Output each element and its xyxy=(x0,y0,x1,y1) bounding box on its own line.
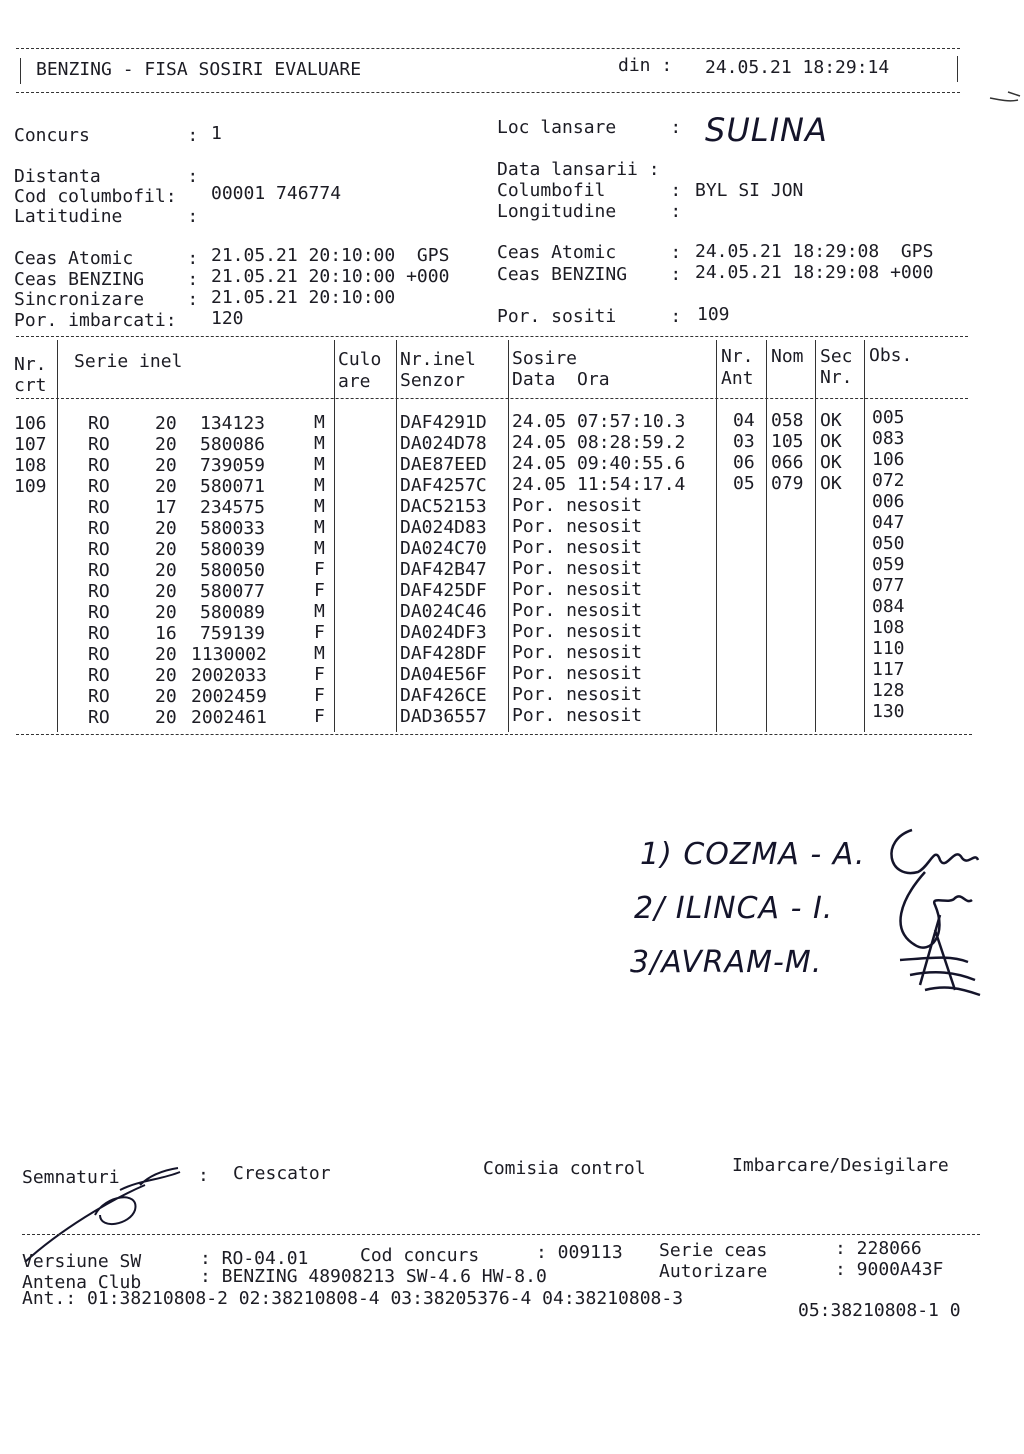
cell-nr: 108 xyxy=(14,455,47,476)
antene-list: Ant.: 01:38210808-2 02:38210808-4 03:38205376-4 04:38210808-3 xyxy=(22,1288,684,1309)
cell-sex: M xyxy=(314,454,325,475)
header-data-ora: Data Ora xyxy=(512,369,610,390)
cod-columbofil-label: Cod columbofil: xyxy=(14,186,177,207)
header-crt: crt xyxy=(14,375,47,396)
cell-sec: OK xyxy=(820,410,842,431)
cell-senzor: DAF428DF xyxy=(400,643,487,664)
cell-senzor: DAE87EED xyxy=(400,454,487,475)
cell-sex: F xyxy=(314,664,325,685)
cell-ant: 03 xyxy=(733,431,755,452)
data-lansarii-label: Data lansarii : xyxy=(497,159,660,180)
cell-inel: 580089 xyxy=(200,602,266,623)
cell-sec: OK xyxy=(820,452,842,473)
header-nom: Nom xyxy=(771,346,804,367)
cell-senzor: DA024C70 xyxy=(400,538,487,559)
cell-inel: 2002033 xyxy=(191,665,267,686)
cell-obs: 106 xyxy=(872,449,905,470)
cell-an: 20 xyxy=(155,560,177,581)
cell-nom: 058 xyxy=(771,410,804,431)
cell-sex: F xyxy=(314,706,325,727)
cell-an: 20 xyxy=(155,644,177,665)
header-nr-ant: Nr. xyxy=(721,346,754,367)
signature-1 xyxy=(891,830,978,873)
cell-inel: 580050 xyxy=(200,560,266,581)
cod-concurs-label: Cod concurs xyxy=(360,1245,480,1266)
cell-inel: 2002459 xyxy=(191,686,267,707)
ceas-benzing-start-label: Ceas BENZING : xyxy=(14,269,199,290)
longitudine-label: Longitudine : xyxy=(497,201,682,222)
cell-senzor: DAF4291D xyxy=(400,412,487,433)
cell-obs: 005 xyxy=(872,407,905,428)
cell-sex: M xyxy=(314,643,325,664)
imbarcati-value: 120 xyxy=(211,308,244,329)
cell-sex: F xyxy=(314,622,325,643)
cell-sosire: Por. nesosit xyxy=(512,684,643,705)
footer-divider xyxy=(22,1234,980,1235)
ceas-atomic-start-label: Ceas Atomic : xyxy=(14,248,199,269)
ceas-benzing-end-value: 24.05.21 18:29:08 +000 xyxy=(695,262,934,283)
cell-tara: RO xyxy=(88,497,110,518)
antena-value: : BENZING 48908213 SW-4.6 HW-8.0 xyxy=(200,1266,547,1287)
header-sec-nr: Nr. xyxy=(820,367,853,388)
header-sec: Sec xyxy=(820,346,853,367)
cell-an: 20 xyxy=(155,602,177,623)
cod-concurs-value: : 009113 xyxy=(536,1242,623,1263)
header-obs: Obs. xyxy=(869,345,913,366)
cell-tara: RO xyxy=(88,455,110,476)
cell-obs: 110 xyxy=(872,638,905,659)
cell-sex: F xyxy=(314,685,325,706)
antene-list-2: 05:38210808-1 0 xyxy=(798,1300,961,1321)
semnaturi-colon: : xyxy=(198,1165,209,1186)
versiune-label: Versiune SW xyxy=(22,1251,142,1272)
cell-tara: RO xyxy=(88,518,110,539)
cell-sosire: 24.05 08:28:59.2 xyxy=(512,432,686,453)
versiune-value: : RO-04.01 xyxy=(200,1248,309,1269)
cell-sosire: 24.05 07:57:10.3 xyxy=(512,411,686,432)
imbarcare-label: Imbarcare/Desigilare xyxy=(732,1155,949,1176)
columbofil-label: Columbofil : xyxy=(497,180,682,201)
header-nr: Nr. xyxy=(14,354,47,375)
sositi-value: 109 xyxy=(697,304,730,325)
ceas-atomic-start-value: 21.05.21 20:10:00 GPS xyxy=(211,245,450,266)
cell-tara: RO xyxy=(88,644,110,665)
cell-obs: 047 xyxy=(872,512,905,533)
header-serie-inel: Serie inel xyxy=(74,351,183,372)
cell-nom: 066 xyxy=(771,452,804,473)
cell-nom: 105 xyxy=(771,431,804,452)
serie-ceas-value: : 228066 xyxy=(835,1238,922,1259)
cell-ant: 05 xyxy=(733,473,755,494)
cell-obs: 059 xyxy=(872,554,905,575)
handwritten-name-2: 2/ ILINCA - I. xyxy=(634,891,834,926)
cell-sex: M xyxy=(314,496,325,517)
concurs-value: 1 xyxy=(211,123,222,144)
cell-inel: 134123 xyxy=(200,413,266,434)
cell-sosire: Por. nesosit xyxy=(512,642,643,663)
cell-inel: 580077 xyxy=(200,581,266,602)
serie-ceas-label: Serie ceas xyxy=(659,1240,768,1261)
cell-sex: M xyxy=(314,412,325,433)
report-date-label: din : xyxy=(618,55,673,76)
cell-obs: 108 xyxy=(872,617,905,638)
cell-sosire: Por. nesosit xyxy=(512,495,643,516)
cell-senzor: DA04E56F xyxy=(400,664,487,685)
cell-tara: RO xyxy=(88,602,110,623)
cell-nr: 106 xyxy=(14,413,47,434)
cell-inel: 2002461 xyxy=(191,707,267,728)
imbarcati-label: Por. imbarcati: xyxy=(14,310,177,331)
distanta-label: Distanta : xyxy=(14,166,199,187)
cell-senzor: DAF426CE xyxy=(400,685,487,706)
cell-senzor: DA024D83 xyxy=(400,517,487,538)
cell-an: 20 xyxy=(155,686,177,707)
autorizare-value: : 9000A43F xyxy=(835,1259,944,1280)
cell-sex: F xyxy=(314,559,325,580)
header-culoare-2: are xyxy=(338,371,371,392)
cell-sex: M xyxy=(314,538,325,559)
cell-sec: OK xyxy=(820,431,842,452)
header-sosire: Sosire xyxy=(512,348,578,369)
cell-sosire: Por. nesosit xyxy=(512,663,643,684)
cod-columbofil-value: 00001 746774 xyxy=(211,183,342,204)
cell-tara: RO xyxy=(88,686,110,707)
report-date: 24.05.21 18:29:14 xyxy=(705,57,890,78)
cell-an: 20 xyxy=(155,707,177,728)
cell-sosire: Por. nesosit xyxy=(512,579,643,600)
cell-sex: M xyxy=(314,433,325,454)
cell-senzor: DAF42B47 xyxy=(400,559,487,580)
cell-inel: 580039 xyxy=(200,539,266,560)
comisia-control-label: Comisia control xyxy=(483,1158,646,1179)
cell-senzor: DAD36557 xyxy=(400,706,487,727)
cell-an: 20 xyxy=(155,539,177,560)
ceas-atomic-end-value: 24.05.21 18:29:08 GPS xyxy=(695,241,934,262)
cell-an: 20 xyxy=(155,476,177,497)
cell-obs: 117 xyxy=(872,659,905,680)
semnaturi-label: Semnaturi xyxy=(22,1167,120,1188)
cell-sosire: Por. nesosit xyxy=(512,621,643,642)
cell-sosire: 24.05 11:54:17.4 xyxy=(512,474,686,495)
cell-tara: RO xyxy=(88,623,110,644)
cell-sex: M xyxy=(314,475,325,496)
cell-an: 16 xyxy=(155,623,177,644)
cell-an: 20 xyxy=(155,518,177,539)
cell-an: 20 xyxy=(155,455,177,476)
cell-sosire: Por. nesosit xyxy=(512,558,643,579)
header-senzor: Senzor xyxy=(400,370,466,391)
cell-an: 20 xyxy=(155,413,177,434)
cell-tara: RO xyxy=(88,476,110,497)
crescator-label: Crescator xyxy=(233,1163,331,1184)
cell-an: 20 xyxy=(155,665,177,686)
cell-sex: M xyxy=(314,601,325,622)
cell-ant: 06 xyxy=(733,452,755,473)
cell-senzor: DAC52153 xyxy=(400,496,487,517)
cell-tara: RO xyxy=(88,413,110,434)
sincronizare-value: 21.05.21 20:10:00 xyxy=(211,287,396,308)
cell-senzor: DA024D78 xyxy=(400,433,487,454)
cell-inel: 234575 xyxy=(200,497,266,518)
cell-sosire: Por. nesosit xyxy=(512,600,643,621)
cell-inel: 580071 xyxy=(200,476,266,497)
cell-sosire: 24.05 09:40:55.6 xyxy=(512,453,686,474)
cell-sosire: Por. nesosit xyxy=(512,516,643,537)
header-ant: Ant xyxy=(721,368,754,389)
concurs-label: Concurs : xyxy=(14,125,199,146)
cell-inel: 1130002 xyxy=(191,644,267,665)
cell-tara: RO xyxy=(88,560,110,581)
cell-senzor: DAF425DF xyxy=(400,580,487,601)
ceas-atomic-end-label: Ceas Atomic : xyxy=(497,242,682,263)
cell-tara: RO xyxy=(88,665,110,686)
handwritten-name-1: 1) COZMA - A. xyxy=(640,837,866,872)
margin-mark xyxy=(990,92,1020,101)
cell-obs: 130 xyxy=(872,701,905,722)
cell-obs: 006 xyxy=(872,491,905,512)
ceas-benzing-end-label: Ceas BENZING : xyxy=(497,264,682,285)
cell-tara: RO xyxy=(88,707,110,728)
cell-obs: 128 xyxy=(872,680,905,701)
cell-an: 20 xyxy=(155,434,177,455)
columbofil-value: BYL SI JON xyxy=(695,180,804,201)
cell-ant: 04 xyxy=(733,410,755,431)
loc-lansare-value: SULINA xyxy=(705,111,828,149)
handwritten-name-3: 3/AVRAM-M. xyxy=(630,945,823,980)
cell-inel: 759139 xyxy=(200,623,266,644)
cell-sex: F xyxy=(314,580,325,601)
sincronizare-label: Sincronizare : xyxy=(14,289,199,310)
cell-obs: 072 xyxy=(872,470,905,491)
cell-tara: RO xyxy=(88,539,110,560)
antena-label: Antena Club xyxy=(22,1272,142,1293)
header-culoare-1: Culo xyxy=(338,349,382,370)
cell-nr: 107 xyxy=(14,434,47,455)
latitudine-label: Latitudine : xyxy=(14,206,199,227)
cell-senzor: DA024DF3 xyxy=(400,622,487,643)
header-nr-inel: Nr.inel xyxy=(400,349,476,370)
autorizare-label: Autorizare xyxy=(659,1261,768,1282)
cell-inel: 580033 xyxy=(200,518,266,539)
cell-obs: 050 xyxy=(872,533,905,554)
ceas-benzing-start-value: 21.05.21 20:10:00 +000 xyxy=(211,266,450,287)
cell-sosire: Por. nesosit xyxy=(512,537,643,558)
loc-lansare-label: Loc lansare : xyxy=(497,117,682,138)
sositi-label: Por. sositi : xyxy=(497,306,682,327)
cell-sec: OK xyxy=(820,473,842,494)
cell-sex: M xyxy=(314,517,325,538)
cell-tara: RO xyxy=(88,434,110,455)
cell-inel: 739059 xyxy=(200,455,266,476)
cell-tara: RO xyxy=(88,581,110,602)
page-title: BENZING - FISA SOSIRI EVALUARE xyxy=(36,59,362,80)
cell-an: 20 xyxy=(155,581,177,602)
cell-nr: 109 xyxy=(14,476,47,497)
cell-an: 17 xyxy=(155,497,177,518)
cell-sosire: Por. nesosit xyxy=(512,705,643,726)
cell-inel: 580086 xyxy=(200,434,266,455)
cell-nom: 079 xyxy=(771,473,804,494)
cell-obs: 083 xyxy=(872,428,905,449)
cell-obs: 077 xyxy=(872,575,905,596)
cell-senzor: DA024C46 xyxy=(400,601,487,622)
cell-obs: 084 xyxy=(872,596,905,617)
cell-senzor: DAF4257C xyxy=(400,475,487,496)
